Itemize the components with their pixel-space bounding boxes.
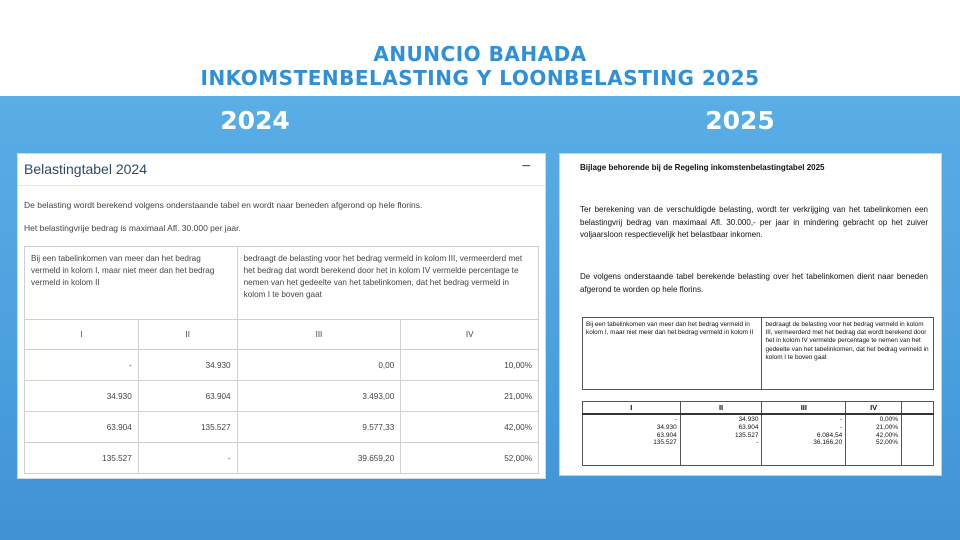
empty-cell bbox=[902, 414, 934, 465]
tax-table-2025-document bbox=[559, 153, 942, 476]
table-cell: 63.904 bbox=[656, 431, 677, 439]
tax-table-2025-description bbox=[582, 317, 934, 390]
table-cell: 42,00% bbox=[876, 431, 899, 439]
table-cell: 0,00 bbox=[237, 350, 401, 381]
header bbox=[0, 0, 960, 96]
column-II-values bbox=[680, 414, 762, 465]
table-cell: 9.577,33 bbox=[237, 412, 401, 443]
table-cell: 3.493,00 bbox=[237, 381, 401, 412]
panel-2024-paragraph-1: De belasting wordt berekend volgens onderstaande tabel en wordt naar beneden afgerond op hele florins. bbox=[24, 200, 423, 210]
table-cell: 135.527 bbox=[138, 412, 237, 443]
tax-table-2024-panel bbox=[17, 153, 546, 479]
column-label: II bbox=[680, 402, 762, 415]
table-cell: 0,00% bbox=[879, 416, 899, 423]
table-row bbox=[25, 412, 539, 443]
table-cell: 34.930 bbox=[738, 416, 759, 423]
table-cell: 6.084,54 bbox=[816, 431, 843, 439]
table-row bbox=[25, 350, 539, 381]
table-cell: 21,00% bbox=[401, 381, 539, 412]
table-cell: 39.659,20 bbox=[237, 443, 401, 474]
tax-table-2024 bbox=[24, 246, 539, 474]
table-row bbox=[25, 381, 539, 412]
table-cell: 52,00% bbox=[401, 443, 539, 474]
column-label-row bbox=[25, 320, 539, 350]
table-cell: 36.166,20 bbox=[813, 439, 843, 447]
column-I-values bbox=[583, 414, 681, 465]
table-cell: - bbox=[674, 416, 677, 423]
table-cell: 34.930 bbox=[25, 381, 139, 412]
table-cell: 21,00% bbox=[876, 423, 899, 431]
column-label: III bbox=[237, 320, 401, 350]
year-2024-label: 2024 bbox=[220, 106, 290, 135]
tax-table-2025 bbox=[582, 401, 934, 466]
document-2025-title: Bijlage behorende bij de Regeling inkomstenbelastingtabel 2025 bbox=[580, 163, 825, 172]
column-III-values bbox=[762, 414, 846, 465]
table-body-row bbox=[583, 414, 934, 465]
header-title-line1: ANUNCIO BAHADA bbox=[373, 42, 587, 66]
column-label: IV bbox=[846, 402, 902, 415]
table-cell: 63.904 bbox=[25, 412, 139, 443]
header-cell-right: bedraagt de belasting voor het bedrag vermeld in kolom III, vermeerderd met het bedrag dat wordt berekend door het in kolom IV vermelde percentage te nemen van het gedeelte van het tabelinkomen, dat het bedrag vermeld in kolom I te boven gaat bbox=[762, 318, 934, 390]
table-cell: 135.527 bbox=[653, 439, 677, 447]
column-label: I bbox=[25, 320, 139, 350]
table-cell: - bbox=[25, 350, 139, 381]
table-row bbox=[25, 443, 539, 474]
column-IV-values bbox=[846, 414, 902, 465]
table-cell: - bbox=[138, 443, 237, 474]
document-2025-paragraph-2: De volgens onderstaande tabel berekende belasting over het tabelinkomen dient naar beneden afgerond te worden op hele florins. bbox=[580, 272, 928, 294]
table-cell: - bbox=[840, 416, 843, 423]
table-cell: 135.527 bbox=[734, 431, 759, 439]
column-label: II bbox=[138, 320, 237, 350]
header-cell-left: Bij een tabelinkomen van meer dan het bedrag vermeld in kolom I, maar niet meer dan het bedrag vermeld in kolom II bbox=[25, 247, 238, 320]
table-cell: 42,00% bbox=[401, 412, 539, 443]
document-2025-paragraph-1: Ter berekening van de verschuldigde belasting, wordt ter verkrijging van het tabelinkomen een belastingvrij bedrag van maximaal Afl. 30.000,- per jaar in mindering gebracht op het zuiver voljaarsloon respectievelijk het belastbaar inkomen. bbox=[580, 205, 928, 239]
empty-cell bbox=[902, 402, 934, 415]
table-cell: 10,00% bbox=[401, 350, 539, 381]
table-cell: - bbox=[840, 423, 843, 431]
panel-2024-header bbox=[18, 154, 545, 186]
panel-2024-title: Belastingtabel 2024 bbox=[24, 161, 147, 177]
header-cell-right: bedraagt de belasting voor het bedrag vermeld in kolom III, vermeerderd met het bedrag dat wordt berekend door het in kolom IV vermelde percentage te nemen van het gedeelte van het tabelinkomen, dat het bedrag vermeld in kolom I te boven gaat bbox=[237, 247, 538, 320]
table-cell: 135.527 bbox=[25, 443, 139, 474]
column-label: I bbox=[583, 402, 681, 415]
table-cell: 63.904 bbox=[738, 423, 759, 431]
table-cell: 63.904 bbox=[138, 381, 237, 412]
table-cell: 34.930 bbox=[138, 350, 237, 381]
header-cell-left: Bij een tabelinkomen van meer dan het bedrag vermeld in kolom I, maar niet meer dan het bedrag vermeld in kolom II bbox=[583, 318, 762, 390]
table-cell: 34.930 bbox=[656, 423, 677, 431]
column-label: III bbox=[762, 402, 846, 415]
column-label: IV bbox=[401, 320, 539, 350]
column-label-row bbox=[583, 402, 934, 415]
header-title-line2: INKOMSTENBELASTING Y LOONBELASTING 2025 bbox=[200, 66, 760, 90]
table-header-row bbox=[25, 247, 539, 320]
panel-2024-paragraph-2: Het belastingvrije bedrag is maximaal Afl. 30.000 per jaar. bbox=[24, 223, 241, 233]
table-cell: - bbox=[756, 439, 759, 447]
collapse-icon[interactable]: − bbox=[521, 158, 531, 175]
year-2025-label: 2025 bbox=[705, 106, 775, 135]
table-cell: 52,00% bbox=[876, 439, 899, 447]
